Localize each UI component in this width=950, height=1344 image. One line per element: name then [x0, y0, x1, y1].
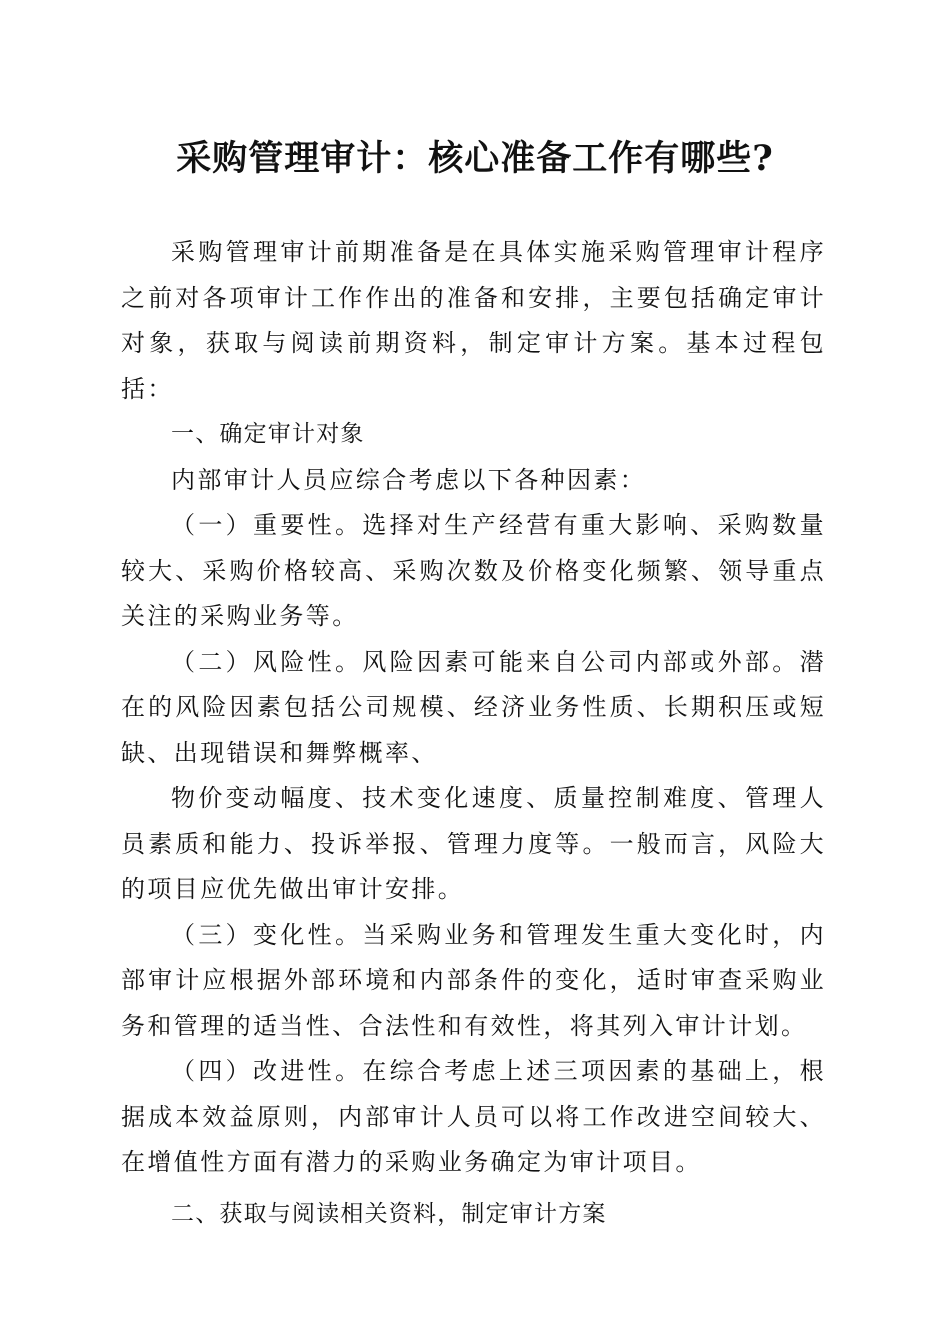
item-improvement-text: 在综合考虑上述三项因素的基础上，根据成本效益原则，内部审计人员可以将工作改进空间较大、在增值性方面有潜力的采购业务确定为审计项目。	[121, 1057, 826, 1176]
item-change	[121, 913, 826, 1050]
item-improvement-label: （四）改进性。	[171, 1057, 363, 1085]
item-improvement	[121, 1049, 826, 1186]
section-1-lead: 内部审计人员应综合考虑以下各种因素：	[171, 465, 647, 494]
item-change-text: 当采购业务和管理发生重大变化时，内部审计应根据外部环境和内部条件的变化，适时审查采购业务和管理的适当性、合法性和有效性，将其列入审计计划。	[121, 920, 826, 1040]
item-importance-text: 选择对生产经营有重大影响、采购数量较大、采购价格较高、采购次数及价格变化频繁、领导重点关注的采购业务等。	[121, 511, 826, 630]
section-2-heading: 二、获取与阅读相关资料，制定审计方案	[171, 1200, 607, 1227]
item-change-label: （三）变化性。	[171, 920, 363, 949]
page-title: 采购管理审计：核心准备工作有哪些?	[176, 138, 774, 179]
item-risk-continuation: 物价变动幅度、技术变化速度、质量控制难度、管理人员素质和能力、投诉举报、管理力度等。一般而言，风险大的项目应优先做出审计安排。	[121, 784, 826, 903]
item-risk-text: 风险因素可能来自公司内部或外部。潜在的风险因素包括公司规模、经济业务性质、长期积压或短缺、出现错误和舞弊概率、	[121, 647, 826, 767]
intro-paragraph: 采购管理审计前期准备是在具体实施采购管理审计程序之前对各项审计工作作出的准备和安排，主要包括确定审计对象，获取与阅读前期资料，制定审计方案。基本过程包括：	[121, 238, 826, 403]
item-risk	[121, 640, 826, 777]
section-1-heading: 一、确定审计对象	[171, 421, 365, 447]
document-body	[121, 230, 826, 1237]
item-importance-label: （一）重要性。	[171, 511, 363, 539]
item-risk-label: （二）风险性。	[171, 647, 363, 676]
item-importance	[121, 503, 826, 640]
